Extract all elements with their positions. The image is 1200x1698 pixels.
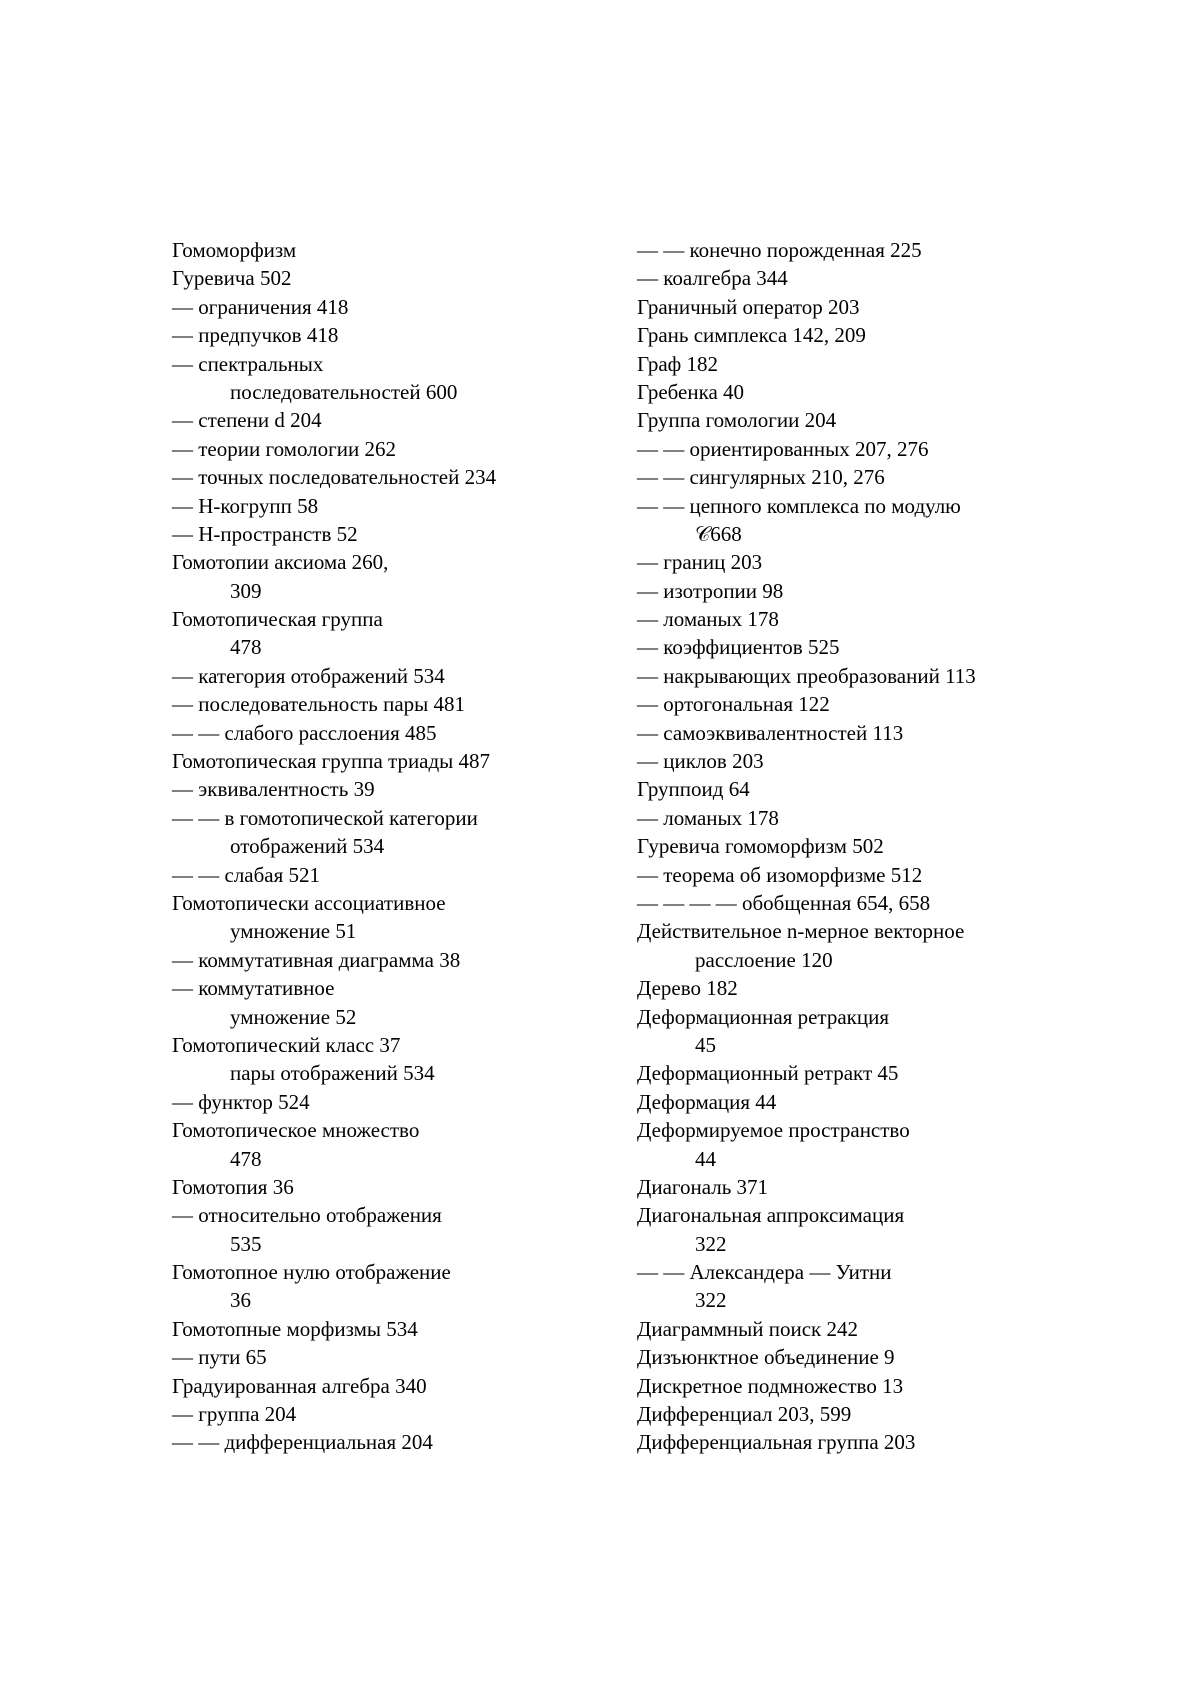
index-entry: 36 bbox=[172, 1286, 622, 1314]
index-entry: Дифференциал 203, 599 bbox=[637, 1400, 1087, 1428]
index-entry: 322 bbox=[637, 1230, 1087, 1258]
index-entry: — теории гомологии 262 bbox=[172, 435, 622, 463]
index-entry: Гомотопное нулю отображение bbox=[172, 1258, 622, 1286]
index-entry: — степени d 204 bbox=[172, 406, 622, 434]
index-entry: 44 bbox=[637, 1145, 1087, 1173]
index-entry: Гомотопическое множество bbox=[172, 1116, 622, 1144]
index-entry: — ломаных 178 bbox=[637, 804, 1087, 832]
index-entry: 45 bbox=[637, 1031, 1087, 1059]
index-entry: Гуревича гомоморфизм 502 bbox=[637, 832, 1087, 860]
index-entry: — — в гомотопической категории bbox=[172, 804, 622, 832]
index-entry: — категория отображений 534 bbox=[172, 662, 622, 690]
index-entry: Деформационная ретракция bbox=[637, 1003, 1087, 1031]
index-entry: Грань симплекса 142, 209 bbox=[637, 321, 1087, 349]
index-entry: — — конечно порожденная 225 bbox=[637, 236, 1087, 264]
index-entry: — границ 203 bbox=[637, 548, 1087, 576]
index-entry: — накрывающих преобразований 113 bbox=[637, 662, 1087, 690]
index-entry: Группоид 64 bbox=[637, 775, 1087, 803]
index-entry: Дизъюнктное объединение 9 bbox=[637, 1343, 1087, 1371]
index-entry: пары отображений 534 bbox=[172, 1059, 622, 1087]
index-entry: Диагональ 371 bbox=[637, 1173, 1087, 1201]
index-entry: Гуревича 502 bbox=[172, 264, 622, 292]
index-entry: — циклов 203 bbox=[637, 747, 1087, 775]
index-entry: Гомотопия 36 bbox=[172, 1173, 622, 1201]
index-entry: — коммутативное bbox=[172, 974, 622, 1002]
index-entry: — — слабая 521 bbox=[172, 861, 622, 889]
index-entry: умножение 51 bbox=[172, 917, 622, 945]
index-entry: — — ориентированных 207, 276 bbox=[637, 435, 1087, 463]
index-entry: — относительно отображения bbox=[172, 1201, 622, 1229]
index-entry: — изотропии 98 bbox=[637, 577, 1087, 605]
index-entry: — H-когрупп 58 bbox=[172, 492, 622, 520]
index-entry: — коалгебра 344 bbox=[637, 264, 1087, 292]
index-entry: Диаграммный поиск 242 bbox=[637, 1315, 1087, 1343]
index-entry: Деформация 44 bbox=[637, 1088, 1087, 1116]
index-entry: — точных последовательностей 234 bbox=[172, 463, 622, 491]
index-entry: — ломаных 178 bbox=[637, 605, 1087, 633]
index-entry: Гомотопическая группа триады 487 bbox=[172, 747, 622, 775]
index-entry: Дискретное подмножество 13 bbox=[637, 1372, 1087, 1400]
index-entry: — коммутативная диаграмма 38 bbox=[172, 946, 622, 974]
index-entry: Граничный оператор 203 bbox=[637, 293, 1087, 321]
index-entry: Гомотопическая группа bbox=[172, 605, 622, 633]
index-entry: — ортогональная 122 bbox=[637, 690, 1087, 718]
index-entry: — — цепного комплекса по модулю bbox=[637, 492, 1087, 520]
index-entry: — — слабого расслоения 485 bbox=[172, 719, 622, 747]
index-entry: Деформируемое пространство bbox=[637, 1116, 1087, 1144]
index-entry: Дифференциальная группа 203 bbox=[637, 1428, 1087, 1456]
index-entry: Гомотопные морфизмы 534 bbox=[172, 1315, 622, 1343]
index-entry: Деформационный ретракт 45 bbox=[637, 1059, 1087, 1087]
index-column-right bbox=[637, 236, 1087, 1457]
index-entry: — эквивалентность 39 bbox=[172, 775, 622, 803]
index-entry: 478 bbox=[172, 1145, 622, 1173]
index-entry: Гомотопии аксиома 260, bbox=[172, 548, 622, 576]
index-entry: 478 bbox=[172, 633, 622, 661]
index-entry: — спектральных bbox=[172, 350, 622, 378]
index-column-left bbox=[172, 236, 622, 1457]
index-entry: Градуированная алгебра 340 bbox=[172, 1372, 622, 1400]
index-entry: — группа 204 bbox=[172, 1400, 622, 1428]
index-entry: 322 bbox=[637, 1286, 1087, 1314]
index-entry: Гомоморфизм bbox=[172, 236, 622, 264]
index-entry: — ограничения 418 bbox=[172, 293, 622, 321]
index-entry: Граф 182 bbox=[637, 350, 1087, 378]
index-entry: — пути 65 bbox=[172, 1343, 622, 1371]
index-entry: Группа гомологии 204 bbox=[637, 406, 1087, 434]
index-entry: Действительное n-мерное векторное bbox=[637, 917, 1087, 945]
index-entry: 535 bbox=[172, 1230, 622, 1258]
index-page bbox=[0, 0, 1200, 1698]
index-entry: Диагональная аппроксимация bbox=[637, 1201, 1087, 1229]
index-entry: Гребенка 40 bbox=[637, 378, 1087, 406]
index-entry: последовательностей 600 bbox=[172, 378, 622, 406]
index-entry: — предпучков 418 bbox=[172, 321, 622, 349]
index-entry: — теорема об изоморфизме 512 bbox=[637, 861, 1087, 889]
index-entry: — последовательность пары 481 bbox=[172, 690, 622, 718]
index-entry: Гомотопический класс 37 bbox=[172, 1031, 622, 1059]
index-entry: — H-пространств 52 bbox=[172, 520, 622, 548]
index-entry: — коэффициентов 525 bbox=[637, 633, 1087, 661]
index-entry: — — — — обобщенная 654, 658 bbox=[637, 889, 1087, 917]
index-entry: — функтор 524 bbox=[172, 1088, 622, 1116]
index-entry: — — дифференциальная 204 bbox=[172, 1428, 622, 1456]
index-entry: Дерево 182 bbox=[637, 974, 1087, 1002]
index-entry: — самоэквивалентностей 113 bbox=[637, 719, 1087, 747]
index-entry: 309 bbox=[172, 577, 622, 605]
index-entry: Гомотопически ассоциативное bbox=[172, 889, 622, 917]
index-entry: отображений 534 bbox=[172, 832, 622, 860]
index-entry: — — сингулярных 210, 276 bbox=[637, 463, 1087, 491]
index-entry: 𝒞668 bbox=[637, 520, 1087, 548]
index-entry: — — Александера — Уитни bbox=[637, 1258, 1087, 1286]
index-entry: умножение 52 bbox=[172, 1003, 622, 1031]
index-entry: расслоение 120 bbox=[637, 946, 1087, 974]
